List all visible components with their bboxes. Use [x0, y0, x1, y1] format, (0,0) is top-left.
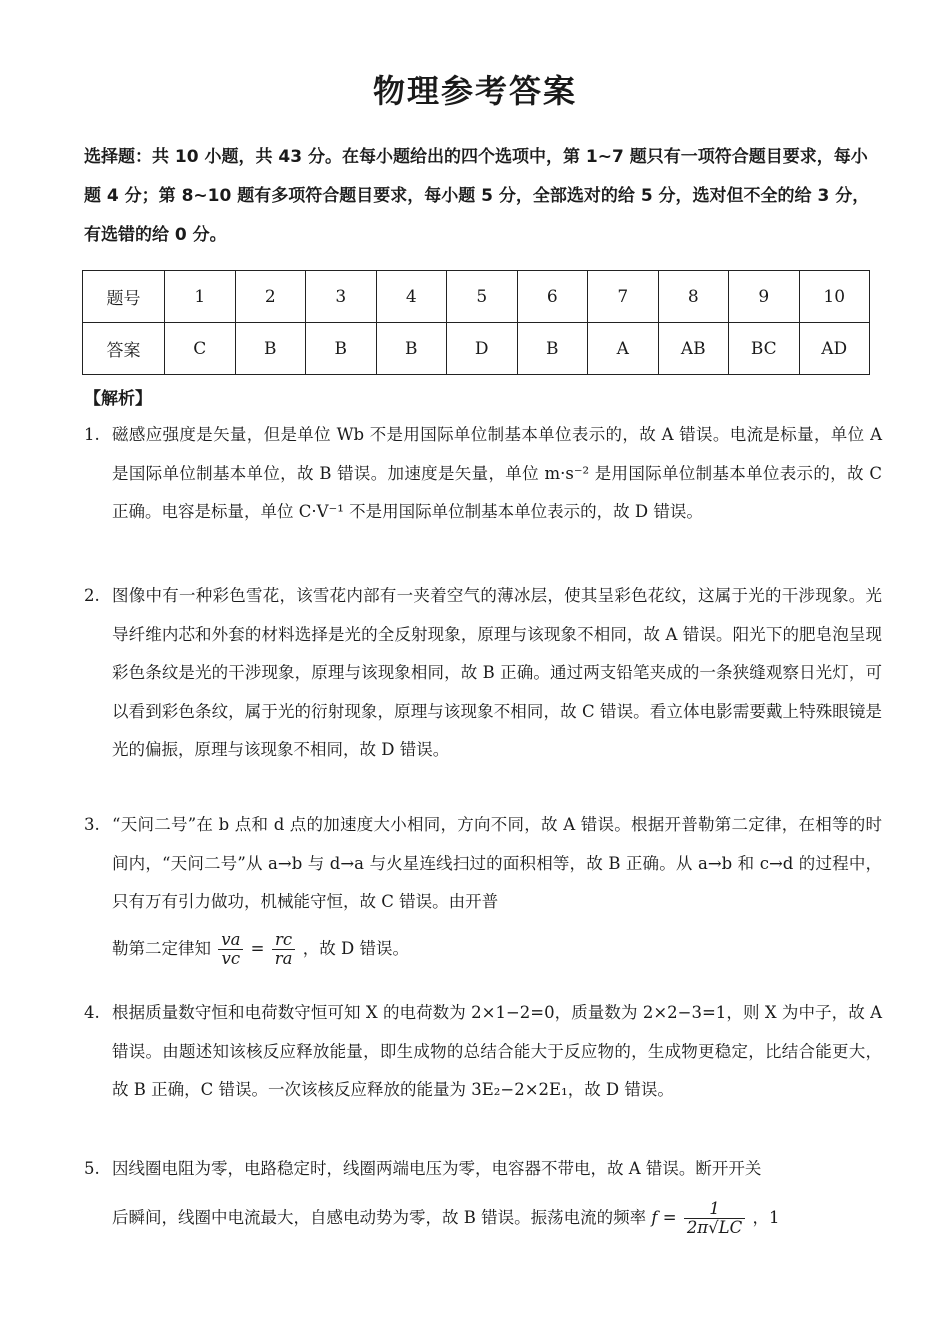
- answer-cell: B: [235, 323, 306, 375]
- row-label-answer: 答案: [83, 323, 165, 375]
- answer-cell: B: [306, 323, 377, 375]
- question-number: 1: [165, 271, 236, 323]
- question-number: 4: [376, 271, 447, 323]
- answer-cell: B: [376, 323, 447, 375]
- answer-cell: BC: [729, 323, 800, 375]
- item-text: 磁感应强度是矢量，但是单位 Wb 不是用国际单位制基本单位表示的，故 A 错误。电流是标量，单位 A 是国际单位制基本单位，故 B 错误。加速度是矢量，单位 m·s⁻² 是用国际单位制基本单位表示的，故 C 正确。电容是标量，单位 C·V⁻¹ 不是用国际单位制基本单位表示的，故 D 错误。: [112, 425, 882, 521]
- question-number: 9: [729, 271, 800, 323]
- question-number: 8: [658, 271, 729, 323]
- formula-lead-text: 后瞬间，线圈中电流最大，自感电动势为零，故 B 错误。振荡电流的频率: [112, 1207, 647, 1227]
- item-text-formula-line: [112, 930, 882, 969]
- answer-cell: C: [165, 323, 236, 375]
- analysis-item-4: [84, 994, 882, 1110]
- fraction-numerator: 1: [684, 1200, 745, 1219]
- question-number: 10: [799, 271, 870, 323]
- row-label-question: 题号: [83, 271, 165, 323]
- item-text-formula-line: [112, 1199, 882, 1238]
- item-text: “天问二号”在 b 点和 d 点的加速度大小相同，方向不同，故 A 错误。根据开普勒第二定律，在相等的时间内，“天问二号”从 a→b 与 d→a 与火星连线扫过的面积相等，故 B 正确。从 a→b 和 c→d 的过程中，只有万有引力做功，机械能守恒，故 C 错误。由开普: [112, 815, 882, 911]
- item-number: 5.: [84, 1159, 100, 1178]
- fraction-numerator: va: [218, 931, 243, 950]
- analysis-heading: 【解析】: [84, 389, 152, 409]
- question-number: 7: [588, 271, 659, 323]
- fraction-denominator: vc: [221, 948, 241, 968]
- formula-trail-text: ，故 D 错误。: [302, 938, 409, 958]
- formula-trail-text: ，1: [752, 1207, 780, 1227]
- question-number: 2: [235, 271, 306, 323]
- question-number: 5: [447, 271, 518, 323]
- item-text: 因线圈电阻为零，电路稳定时，线圈两端电压为零，电容器不带电，故 A 错误。断开开关: [112, 1159, 762, 1178]
- answer-cell: B: [517, 323, 588, 375]
- fraction-numerator: rc: [272, 931, 296, 950]
- answer-cell: A: [588, 323, 659, 375]
- answer-cell: AD: [799, 323, 870, 375]
- answer-cell: AB: [658, 323, 729, 375]
- formula-lead-text: 勒第二定律知: [112, 938, 211, 958]
- analysis-item-3: [84, 806, 882, 968]
- analysis-item-2: [84, 577, 882, 770]
- page-title: 物理参考答案: [372, 72, 577, 110]
- velocity-ratio-fraction: [218, 931, 243, 968]
- intro-paragraph: 选择题：共 10 小题，共 43 分。在每小题给出的四个选项中，第 1~7 题只有一项符合题目要求，每小题 4 分；第 8~10 题有多项符合题目要求，每小题 5 分，全部选对的给 5 分，选对但不全的给 3 分，有选错的给 0 分。: [84, 147, 870, 245]
- item-number: 3.: [84, 815, 100, 834]
- answer-row: [83, 323, 870, 375]
- frequency-lhs: f =: [651, 1207, 677, 1227]
- item-number: 4.: [84, 1003, 100, 1022]
- question-row: [83, 271, 870, 323]
- answer-cell: D: [447, 323, 518, 375]
- fraction-denominator: ra: [274, 948, 293, 968]
- item-number: 2.: [84, 586, 100, 605]
- fraction-denominator: 2π√LC: [686, 1217, 743, 1237]
- item-text: 根据质量数守恒和电荷数守恒可知 X 的电荷数为 2×1−2=0，质量数为 2×2−3=1，则 X 为中子，故 A 错误。由题述知该核反应释放能量，即生成物的总结合能大于反应物的，生成物更稳定，比结合能更大，故 B 正确，C 错误。一次该核反应释放的能量为 3E₂−2×2E₁，故 D 错误。: [112, 1003, 882, 1099]
- answer-table: [82, 270, 870, 375]
- equals-sign: =: [250, 938, 265, 958]
- question-number: 3: [306, 271, 377, 323]
- item-number: 1.: [84, 425, 100, 444]
- analysis-item-1: [84, 416, 882, 532]
- radius-ratio-fraction: [272, 931, 296, 968]
- frequency-fraction: [684, 1200, 745, 1237]
- item-text: 图像中有一种彩色雪花，该雪花内部有一夹着空气的薄冰层，使其呈彩色花纹，这属于光的干涉现象。光导纤维内芯和外套的材料选择是光的全反射现象，原理与该现象不相同，故 A 错误。阳光下的肥皂泡呈现彩色条纹是光的干涉现象，原理与该现象相同，故 B 正确。通过两支铅笔夹成的一条狭缝观察日光灯，可以看到彩色条纹，属于光的衍射现象，原理与该现象不相同，故 C 错误。看立体电影需要戴上特殊眼镜是光的偏振，原理与该现象不相同，故 D 错误。: [112, 586, 882, 759]
- question-number: 6: [517, 271, 588, 323]
- analysis-item-5: [84, 1150, 882, 1237]
